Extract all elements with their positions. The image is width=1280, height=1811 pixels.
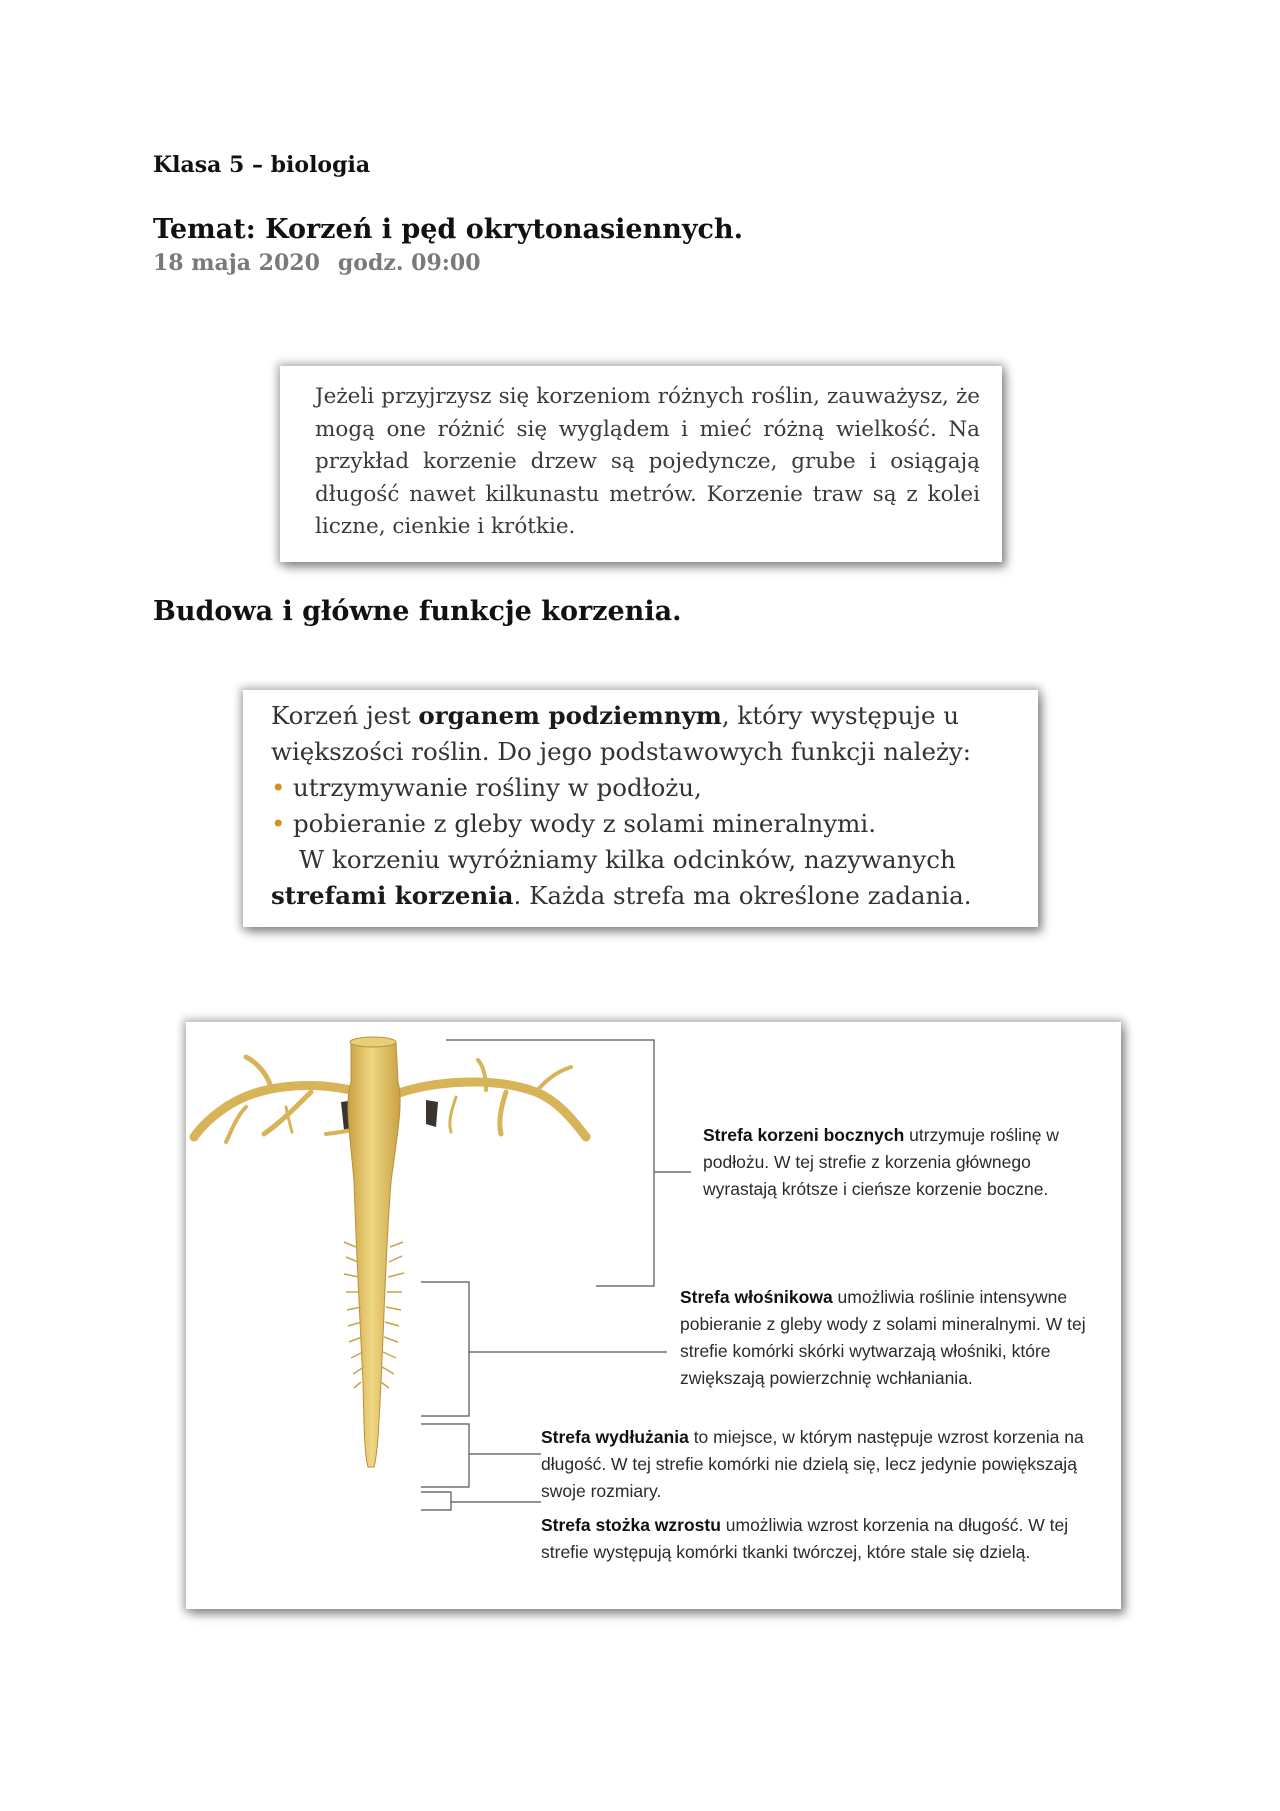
lesson-date-time — [153, 250, 481, 276]
zone-3-bold: Strefa wydłużania — [541, 1427, 689, 1447]
definition-text — [271, 698, 1016, 914]
intro-text: Jeżeli przyjrzysz się korzeniom różnych roślin, zauważysz, że mogą one różnić się wyglądem i mieć różną wielkość. Na przykład korzenie drzew są pojedyncze, grube i osiągają długość nawet kilkunastu metrów. Korzenie traw są z kolei liczne, cienkie i krótkie. — [315, 384, 980, 539]
def-bullet-2: pobieranie z gleby wody z solami mineralnymi. — [293, 809, 877, 838]
zone-2-bold: Strefa włośnikowa — [680, 1287, 833, 1307]
lesson-date: 18 maja 2020 — [153, 250, 320, 276]
def-p1-start: Korzeń jest — [271, 701, 419, 730]
def-p1-bold: organem podziemnym — [418, 701, 722, 730]
zone-4-bold: Strefa stożka wzrostu — [541, 1515, 721, 1535]
zone-root-hair-label — [680, 1284, 1110, 1392]
zone-elongation-label — [541, 1424, 1101, 1505]
zone-growth-cone-label — [541, 1512, 1101, 1566]
class-subject-line: Klasa 5 – biologia — [153, 152, 371, 178]
zone-4-text: umożliwia wzrost korzenia na długość. W tej strefie występują komórki tkanki twórczej, które stale się dzielą. — [541, 1515, 1069, 1562]
def-p2-end: . Każda strefa ma określone zadania. — [513, 881, 972, 910]
zone-2-text: umożliwia roślinie intensywne pobieranie z gleby wody z solami mineralnymi. W tej strefie komórki skórki wytwarzają włośniki, które zwiększają powierzchnię wchłaniania. — [680, 1287, 1086, 1388]
zone-3-text: to miejsce, w którym następuje wzrost korzenia na długość. W tej strefie komórki nie dzielą się, lecz jedynie powiększają swoje rozmiary. — [541, 1427, 1084, 1501]
lesson-topic: Temat: Korzeń i pęd okrytonasiennych. — [153, 214, 744, 245]
zone-1-text: utrzymuje roślinę w podłożu. W tej strefie z korzenia głównego wyrastają krótsze i cieńsze korzenie boczne. — [703, 1125, 1059, 1199]
intro-box — [280, 366, 1002, 562]
root-zones-diagram — [186, 1022, 1121, 1609]
main-root — [348, 1042, 400, 1467]
def-p1-end: , który występuje u większości roślin. Do jego podstawowych funkcji należy: — [271, 701, 971, 766]
def-bullet-1: utrzymywanie rośliny w podłożu, — [293, 773, 702, 802]
section-title: Budowa i główne funkcje korzenia. — [153, 596, 682, 627]
root-shadow — [426, 1100, 438, 1127]
def-p2-bold: strefami korzenia — [271, 881, 514, 910]
def-p2-start: W korzeniu wyróżniamy kilka odcinków, nazywanych — [299, 845, 956, 874]
lesson-time: godz. 09:00 — [337, 250, 481, 276]
bullet-dot-icon: • — [271, 773, 286, 802]
definition-box — [243, 690, 1038, 927]
zone-lateral-roots-label — [703, 1122, 1103, 1203]
bullet-dot-icon: • — [271, 809, 286, 838]
root-top-cut — [350, 1037, 396, 1047]
zone-1-bold: Strefa korzeni bocznych — [703, 1125, 905, 1145]
